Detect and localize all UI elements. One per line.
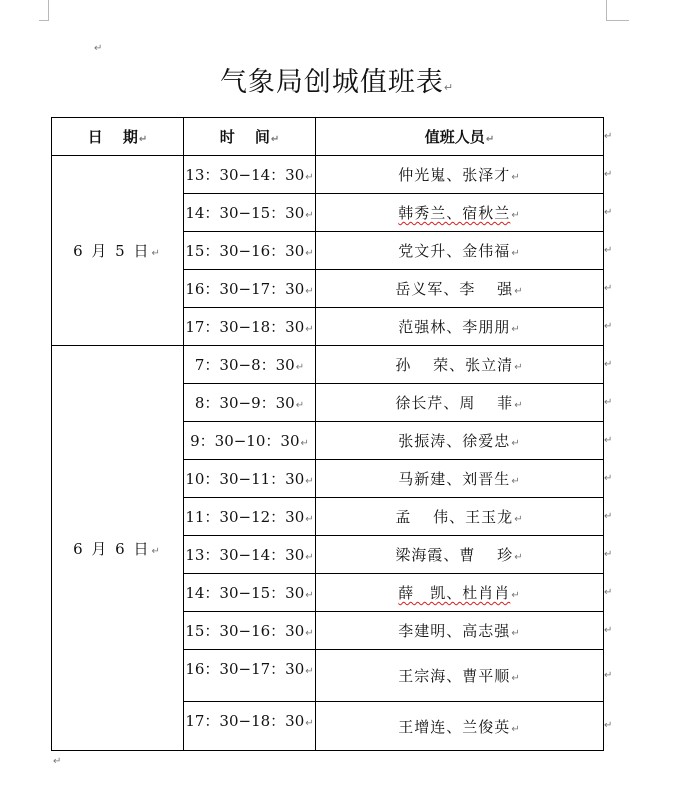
staff-cell[interactable]: 薛 凯、杜肖肖↵ [316,574,604,612]
staff-cell[interactable]: 王宗海、曹平顺↵ [316,650,604,702]
staff-cell[interactable]: 孟 伟、王玉龙↵ [316,498,604,536]
time-cell[interactable]: 7：30−8：30↵ [184,346,316,384]
staff-cell[interactable]: 李建明、高志强↵ [316,612,604,650]
row-end-mark: ↵ [604,168,613,180]
time-cell[interactable]: 17：30−18：30↵ [184,702,316,751]
paragraph-mark: ↵ [94,43,103,54]
time-cell[interactable]: 16：30−17：30↵ [184,270,316,308]
table-header-row [52,118,604,156]
row-end-mark: ↵ [604,624,613,636]
duty-table[interactable] [51,117,604,751]
paragraph-mark: ↵ [443,81,454,94]
page-title[interactable] [0,66,673,105]
staff-cell[interactable]: 王增连、兰俊英↵ [316,702,604,751]
row-end-mark: ↵ [604,282,613,294]
staff-cell[interactable]: 梁海霞、曹 珍↵ [316,536,604,574]
staff-cell[interactable]: 范强林、李朋朋↵ [316,308,604,346]
row-end-mark: ↵ [604,586,613,598]
date-cell[interactable]: 6 月 6 日↵ [52,346,184,751]
table-row [52,156,604,194]
staff-cell[interactable]: 孙 荣、张立清↵ [316,346,604,384]
time-cell[interactable]: 13：30−14：30↵ [184,156,316,194]
staff-cell[interactable]: 韩秀兰、宿秋兰↵ [316,194,604,232]
staff-cell[interactable]: 党文升、金伟福↵ [316,232,604,270]
time-cell[interactable]: 11：30−12：30↵ [184,498,316,536]
time-cell[interactable]: 13：30−14：30↵ [184,536,316,574]
staff-cell[interactable]: 徐长芹、周 菲↵ [316,384,604,422]
crop-mark-top-right [606,0,629,21]
row-end-mark: ↵ [604,720,613,731]
row-end-mark: ↵ [604,206,613,218]
time-cell[interactable]: 15：30−16：30↵ [184,232,316,270]
row-end-mark: ↵ [604,396,613,408]
date-cell[interactable]: 6 月 5 日↵ [52,156,184,346]
crop-mark-top-left [39,0,49,21]
row-end-mark: ↵ [604,358,613,370]
staff-cell[interactable]: 马新建、刘晋生↵ [316,460,604,498]
time-cell[interactable]: 15：30−16：30↵ [184,612,316,650]
header-staff[interactable]: 值班人员↵ [316,118,604,156]
time-cell[interactable]: 10：30−11：30↵ [184,460,316,498]
row-end-mark: ↵ [604,472,613,484]
time-cell[interactable]: 17：30−18：30↵ [184,308,316,346]
staff-cell[interactable]: 张振涛、徐爱忠↵ [316,422,604,460]
row-end-mark: ↵ [604,434,613,446]
header-time[interactable]: 时 间↵ [184,118,316,156]
paragraph-mark: ↵ [53,756,62,767]
staff-cell[interactable]: 岳义军、李 强↵ [316,270,604,308]
row-end-mark: ↵ [604,510,613,522]
row-end-mark: ↵ [604,320,613,332]
row-end-mark: ↵ [604,669,613,681]
row-end-mark: ↵ [604,244,613,256]
time-cell[interactable]: 14：30−15：30↵ [184,574,316,612]
row-end-mark: ↵ [604,130,613,142]
time-cell[interactable]: 14：30−15：30↵ [184,194,316,232]
header-date[interactable]: 日 期↵ [52,118,184,156]
title-text: 气象局创城值班表 [219,67,444,98]
table-row [52,346,604,384]
time-cell[interactable]: 16：30−17：30↵ [184,650,316,702]
row-end-mark: ↵ [604,548,613,560]
time-cell[interactable]: 9：30−10：30↵ [184,422,316,460]
time-cell[interactable]: 8：30−9：30↵ [184,384,316,422]
staff-cell[interactable]: 仲光嵬、张泽才↵ [316,156,604,194]
